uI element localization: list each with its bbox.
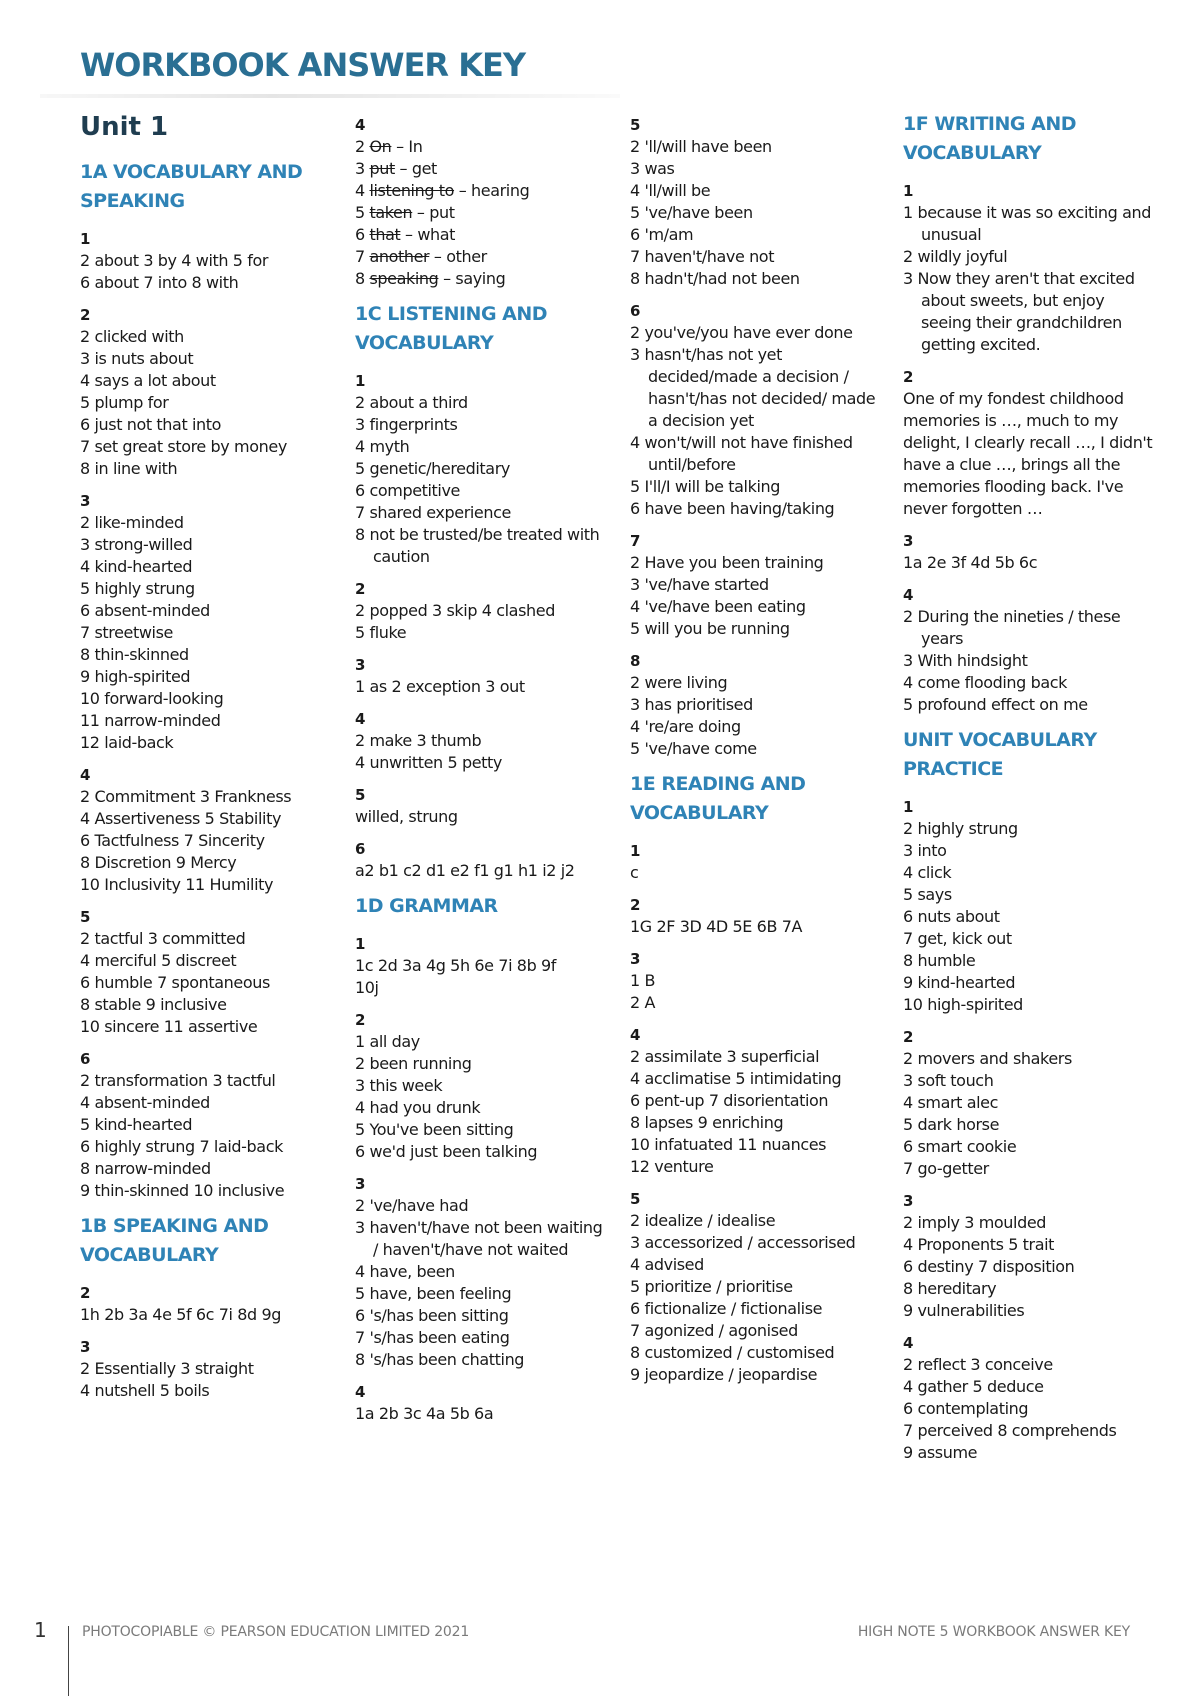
answer-line: 6 contemplating — [903, 1399, 1029, 1418]
exercise-block — [903, 584, 1153, 716]
answer-line — [355, 224, 605, 246]
section-heading: 1C LISTENING AND VOCABULARY — [355, 303, 548, 354]
answer-line: 4 advised — [630, 1255, 704, 1274]
exercise-block — [355, 578, 605, 644]
exercise-number: 3 — [630, 950, 641, 968]
answer-line: 6 smart cookie — [903, 1137, 1017, 1156]
section-heading: 1A VOCABULARY AND SPEAKING — [80, 161, 303, 212]
answer-line: 8 hereditary — [903, 1279, 997, 1298]
answer-line: 2 tactful 3 committed — [80, 929, 246, 948]
answer-line: 10j — [355, 978, 379, 997]
answer-line: 5 prioritize / prioritise — [630, 1277, 793, 1296]
page-title: WORKBOOK ANSWER KEY — [80, 46, 526, 84]
exercise-block — [80, 1336, 330, 1402]
answer-line: 1 because it was so exciting and unusual — [903, 203, 1151, 244]
exercise-number: 5 — [630, 1190, 641, 1208]
exercise-block — [80, 906, 330, 1038]
answer-line: 5 fluke — [355, 623, 407, 642]
answer-line: 6 competitive — [355, 481, 460, 500]
answer-line: 5 've/have come — [630, 739, 757, 758]
struck-out-text: another — [369, 247, 430, 266]
answer-line: c — [630, 863, 639, 882]
answer-line: 3 haven't/have not been waiting / haven't/have not waited — [355, 1218, 603, 1259]
answer-line: 3 With hindsight — [903, 651, 1028, 670]
answer-line: 3 this week — [355, 1076, 443, 1095]
answer-line: 2 idealize / idealise — [630, 1211, 776, 1230]
answer-line: 7 shared experience — [355, 503, 511, 522]
struck-out-text: listening to — [369, 181, 455, 200]
answer-line: 2 A — [630, 993, 656, 1012]
exercise-number: 3 — [80, 492, 91, 510]
answer-line: 2 movers and shakers — [903, 1049, 1072, 1068]
answer-line: 4 had you drunk — [355, 1098, 481, 1117]
exercise-number: 1 — [80, 230, 91, 248]
answer-line: 2 've/have had — [355, 1196, 469, 1215]
exercise-block — [903, 530, 1153, 574]
answer-line: 4 Proponents 5 trait — [903, 1235, 1055, 1254]
exercise-block — [355, 784, 605, 828]
answer-line: 2 make 3 thumb — [355, 731, 482, 750]
exercise-number: 5 — [80, 908, 91, 926]
answer-line: 2 wildly joyful — [903, 247, 1008, 266]
answer-line: 7 agonized / agonised — [630, 1321, 798, 1340]
exercise-block — [355, 838, 605, 882]
answer-line — [355, 180, 605, 202]
answer-text: – get — [394, 159, 437, 178]
exercise-number: 1 — [903, 182, 914, 200]
page-number: 1 — [34, 1618, 47, 1642]
exercise-number: 3 — [903, 1192, 914, 1210]
struck-out-text: On — [369, 137, 392, 156]
answer-line: 2 Have you been training — [630, 553, 824, 572]
answer-line: 2 about 3 by 4 with 5 for — [80, 251, 269, 270]
answer-line: 4 Assertiveness 5 Stability — [80, 809, 282, 828]
answer-line: 6 pent-up 7 disorientation — [630, 1091, 829, 1110]
answer-line: 8 humble — [903, 951, 976, 970]
answer-line: 11 narrow-minded — [80, 711, 221, 730]
answer-line: 8 not be trusted/be treated with caution — [355, 525, 600, 566]
exercise-block — [903, 366, 1153, 520]
answer-line: 6 nuts about — [903, 907, 1000, 926]
exercise-number: 1 — [355, 935, 366, 953]
exercise-number: 2 — [355, 580, 366, 598]
exercise-block — [355, 933, 605, 999]
answer-line: 6 we'd just been talking — [355, 1142, 538, 1161]
answer-line: 1a 2e 3f 4d 5b 6c — [903, 553, 1038, 572]
answer-line: 8 stable 9 inclusive — [80, 995, 227, 1014]
answer-line: 9 vulnerabilities — [903, 1301, 1025, 1320]
answer-line: 6 absent-minded — [80, 601, 210, 620]
exercise-block — [355, 1381, 605, 1425]
exercise-block — [355, 654, 605, 698]
section-heading: 1F WRITING AND VOCABULARY — [903, 113, 1076, 164]
answer-line: 2 clicked with — [80, 327, 184, 346]
exercise-block — [80, 304, 330, 480]
exercise-block — [903, 796, 1153, 1016]
exercise-block — [355, 1009, 605, 1163]
answer-line: 4 says a lot about — [80, 371, 216, 390]
answer-line: 3 Now they aren't that excited about sweets, but enjoy seeing their grandchildren getting excited. — [903, 269, 1135, 354]
answer-line: 9 assume — [903, 1443, 978, 1462]
answer-line: 2 During the nineties / these years — [903, 607, 1121, 648]
answer-line: 10 forward-looking — [80, 689, 224, 708]
exercise-number: 1 — [903, 798, 914, 816]
answer-line: 8 narrow-minded — [80, 1159, 211, 1178]
exercise-block — [355, 370, 605, 568]
answer-line: 6 just not that into — [80, 415, 222, 434]
answer-line: 4 have, been — [355, 1262, 455, 1281]
exercise-block — [355, 114, 605, 290]
answer-line: 4 absent-minded — [80, 1093, 210, 1112]
answer-text: 4 — [355, 181, 370, 200]
answer-line: 3 accessorized / accessorised — [630, 1233, 856, 1252]
answer-line: 1 as 2 exception 3 out — [355, 677, 525, 696]
answer-line: 4 kind-hearted — [80, 557, 193, 576]
answer-line: 5 says — [903, 885, 952, 904]
answer-line: 3 has prioritised — [630, 695, 753, 714]
answer-text: – hearing — [454, 181, 530, 200]
answer-line: 2 highly strung — [903, 819, 1018, 838]
answer-line: 10 high-spirited — [903, 995, 1023, 1014]
answer-line: 6 's/has been sitting — [355, 1306, 509, 1325]
exercise-number: 2 — [80, 306, 91, 324]
answer-line: 9 high-spirited — [80, 667, 191, 686]
answer-text: 2 — [355, 137, 370, 156]
answer-line: 5 plump for — [80, 393, 169, 412]
answer-line: 3 into — [903, 841, 947, 860]
exercise-number: 4 — [355, 1383, 366, 1401]
struck-out-text: that — [369, 225, 401, 244]
answer-line: 4 won't/will not have finished until/before — [630, 433, 853, 474]
answer-line: 3 was — [630, 159, 675, 178]
answer-line: 4 merciful 5 discreet — [80, 951, 237, 970]
answer-line: 5 genetic/hereditary — [355, 459, 510, 478]
answer-text: 6 — [355, 225, 370, 244]
answer-line: 7 perceived 8 comprehends — [903, 1421, 1117, 1440]
answer-line: 2 about a third — [355, 393, 468, 412]
answer-line: 2 'll/will have been — [630, 137, 772, 156]
answer-line: 7 streetwise — [80, 623, 173, 642]
answer-line: 5 highly strung — [80, 579, 195, 598]
section-heading: 1E READING AND VOCABULARY — [630, 773, 806, 824]
exercise-block — [630, 948, 880, 1014]
answer-line: 8 hadn't/had not been — [630, 269, 800, 288]
answer-line: 12 laid-back — [80, 733, 174, 752]
answer-text: – In — [391, 137, 423, 156]
answer-line: 3 fingerprints — [355, 415, 458, 434]
answer-line: 8 Discretion 9 Mercy — [80, 853, 237, 872]
answer-line: 3 hasn't/has not yet decided/made a decision / hasn't/has not decided/ made a decision yet — [630, 345, 876, 430]
answer-line — [355, 246, 605, 268]
exercise-number: 1 — [630, 842, 641, 860]
answer-line: 3 strong-willed — [80, 535, 193, 554]
exercise-block — [630, 1024, 880, 1178]
exercise-block — [903, 1190, 1153, 1322]
answer-line: 4 come flooding back — [903, 673, 1068, 692]
exercise-number: 2 — [630, 896, 641, 914]
answer-line: 2 like-minded — [80, 513, 184, 532]
answer-line: 1G 2F 3D 4D 5E 6B 7A — [630, 917, 803, 936]
answer-line: 6 highly strung 7 laid-back — [80, 1137, 283, 1156]
exercise-number: 7 — [630, 532, 641, 550]
exercise-number: 8 — [630, 652, 641, 670]
answer-line: 7 get, kick out — [903, 929, 1012, 948]
answer-line: 4 gather 5 deduce — [903, 1377, 1044, 1396]
section-heading: UNIT VOCABULARY PRACTICE — [903, 729, 1097, 780]
exercise-number: 4 — [355, 116, 366, 134]
section-heading: 1B SPEAKING AND VOCABULARY — [80, 1215, 269, 1266]
answer-line — [355, 158, 605, 180]
answer-line: 4 smart alec — [903, 1093, 999, 1112]
exercise-block — [630, 650, 880, 760]
answer-line: 2 reflect 3 conceive — [903, 1355, 1053, 1374]
footer-copyright: PHOTOCOPIABLE © PEARSON EDUCATION LIMITED 2021 — [82, 1624, 470, 1640]
answer-line: 6 about 7 into 8 with — [80, 273, 239, 292]
answer-line: 4 click — [903, 863, 952, 882]
exercise-number: 2 — [903, 368, 914, 386]
exercise-number: 3 — [80, 1338, 91, 1356]
answer-line: 4 've/have been eating — [630, 597, 806, 616]
answer-line: 6 destiny 7 disposition — [903, 1257, 1075, 1276]
answer-line: 2 were living — [630, 673, 728, 692]
answer-line: 5 I'll/I will be talking — [630, 477, 780, 496]
answer-line: 4 myth — [355, 437, 410, 456]
footer-divider — [68, 1626, 69, 1696]
answer-line: 4 unwritten 5 petty — [355, 753, 502, 772]
exercise-number: 2 — [355, 1011, 366, 1029]
answer-line: 1 B — [630, 971, 656, 990]
exercise-block — [355, 708, 605, 774]
exercise-block — [80, 490, 330, 754]
answer-text: – saying — [438, 269, 506, 288]
unit-heading: Unit 1 — [80, 112, 169, 142]
answer-line: 3 've/have started — [630, 575, 769, 594]
exercise-block — [630, 114, 880, 290]
exercise-number: 6 — [355, 840, 366, 858]
exercise-block — [80, 1048, 330, 1202]
answer-line: 3 soft touch — [903, 1071, 994, 1090]
answer-line: 7 go-getter — [903, 1159, 989, 1178]
exercise-block — [903, 180, 1153, 356]
exercise-block — [903, 1026, 1153, 1180]
exercise-number: 5 — [355, 786, 366, 804]
answer-line: 6 'm/am — [630, 225, 694, 244]
answer-line: 2 imply 3 moulded — [903, 1213, 1047, 1232]
struck-out-text: speaking — [369, 269, 439, 288]
struck-out-text: taken — [369, 203, 413, 222]
answer-line: 2 popped 3 skip 4 clashed — [355, 601, 555, 620]
struck-out-text: put — [369, 159, 395, 178]
answer-line: One of my fondest childhood memories is …, much to my delight, I clearly recall …, I didn't have a clue …, brings all the memories flooding back. I've never forgotten … — [903, 389, 1153, 518]
column-2 — [355, 114, 605, 1435]
answer-line: 9 thin-skinned 10 inclusive — [80, 1181, 285, 1200]
answer-line: 3 is nuts about — [80, 349, 194, 368]
exercise-number: 6 — [630, 302, 641, 320]
answer-line: 1a 2b 3c 4a 5b 6a — [355, 1404, 494, 1423]
exercise-number: 6 — [80, 1050, 91, 1068]
answer-line: 10 infatuated 11 nuances — [630, 1135, 827, 1154]
answer-line: 8 in line with — [80, 459, 178, 478]
answer-line: 5 dark horse — [903, 1115, 1000, 1134]
answer-line: 5 kind-hearted — [80, 1115, 193, 1134]
exercise-number: 4 — [630, 1026, 641, 1044]
answer-line: 4 'll/will be — [630, 181, 711, 200]
exercise-block — [630, 530, 880, 640]
exercise-block — [630, 840, 880, 884]
answer-line — [355, 202, 605, 224]
answer-line: 10 sincere 11 assertive — [80, 1017, 258, 1036]
exercise-number: 2 — [903, 1028, 914, 1046]
answer-line: willed, strung — [355, 807, 458, 826]
answer-text: 8 — [355, 269, 370, 288]
exercise-number: 5 — [630, 116, 641, 134]
answer-line: 2 been running — [355, 1054, 472, 1073]
answer-text: 5 — [355, 203, 370, 222]
column-3 — [630, 114, 880, 1396]
exercise-number: 1 — [355, 372, 366, 390]
answer-line: 5 've/have been — [630, 203, 753, 222]
answer-line: 5 You've been sitting — [355, 1120, 514, 1139]
answer-text: – other — [429, 247, 487, 266]
answer-line: 5 have, been feeling — [355, 1284, 512, 1303]
answer-line: 8 thin-skinned — [80, 645, 189, 664]
exercise-block — [80, 228, 330, 294]
column-1 — [80, 110, 330, 1412]
exercise-number: 4 — [355, 710, 366, 728]
answer-line: 8 's/has been chatting — [355, 1350, 525, 1369]
answer-line: 5 will you be running — [630, 619, 790, 638]
answer-line: 6 Tactfulness 7 Sincerity — [80, 831, 265, 850]
answer-line: 1h 2b 3a 4e 5f 6c 7i 8d 9g — [80, 1305, 282, 1324]
answer-line: 6 have been having/taking — [630, 499, 835, 518]
answer-line: a2 b1 c2 d1 e2 f1 g1 h1 i2 j2 — [355, 861, 575, 880]
exercise-block — [80, 1282, 330, 1326]
exercise-number: 3 — [355, 656, 366, 674]
answer-line: 12 venture — [630, 1157, 714, 1176]
exercise-block — [630, 1188, 880, 1386]
exercise-number: 4 — [80, 766, 91, 784]
answer-line: 6 humble 7 spontaneous — [80, 973, 270, 992]
answer-line: 1 all day — [355, 1032, 420, 1051]
answer-text: 7 — [355, 247, 370, 266]
answer-text: – what — [400, 225, 456, 244]
answer-line: 6 fictionalize / fictionalise — [630, 1299, 823, 1318]
exercise-block — [355, 1173, 605, 1371]
answer-line: 1c 2d 3a 4g 5h 6e 7i 8b 9f — [355, 956, 557, 975]
answer-line: 9 kind-hearted — [903, 973, 1016, 992]
answer-line: 2 assimilate 3 superficial — [630, 1047, 820, 1066]
answer-line: 7 set great store by money — [80, 437, 287, 456]
exercise-block — [903, 1332, 1153, 1464]
answer-line: 10 Inclusivity 11 Humility — [80, 875, 274, 894]
answer-line: 4 nutshell 5 boils — [80, 1381, 210, 1400]
section-heading: 1D GRAMMAR — [355, 895, 498, 917]
answer-line: 2 Commitment 3 Frankness — [80, 787, 292, 806]
title-divider — [40, 94, 620, 98]
answer-line: 5 profound effect on me — [903, 695, 1088, 714]
exercise-number: 4 — [903, 1334, 914, 1352]
answer-line: 2 you've/you have ever done — [630, 323, 853, 342]
answer-text: 3 — [355, 159, 370, 178]
answer-line: 4 're/are doing — [630, 717, 741, 736]
answer-line: 7 's/has been eating — [355, 1328, 510, 1347]
exercise-block — [80, 764, 330, 896]
answer-line: 2 Essentially 3 straight — [80, 1359, 254, 1378]
footer-book-title: HIGH NOTE 5 WORKBOOK ANSWER KEY — [857, 1624, 1130, 1640]
answer-line — [355, 136, 605, 158]
column-4 — [903, 110, 1153, 1474]
answer-line: 4 acclimatise 5 intimidating — [630, 1069, 842, 1088]
exercise-number: 2 — [80, 1284, 91, 1302]
exercise-number: 4 — [903, 586, 914, 604]
exercise-number: 3 — [355, 1175, 366, 1193]
exercise-block — [630, 300, 880, 520]
exercise-number: 3 — [903, 532, 914, 550]
answer-line — [355, 268, 605, 290]
exercise-block — [630, 894, 880, 938]
answer-line: 7 haven't/have not — [630, 247, 775, 266]
answer-line: 2 transformation 3 tactful — [80, 1071, 276, 1090]
answer-text: – put — [412, 203, 455, 222]
answer-line: 8 customized / customised — [630, 1343, 835, 1362]
answer-line: 9 jeopardize / jeopardise — [630, 1365, 818, 1384]
answer-line: 8 lapses 9 enriching — [630, 1113, 784, 1132]
